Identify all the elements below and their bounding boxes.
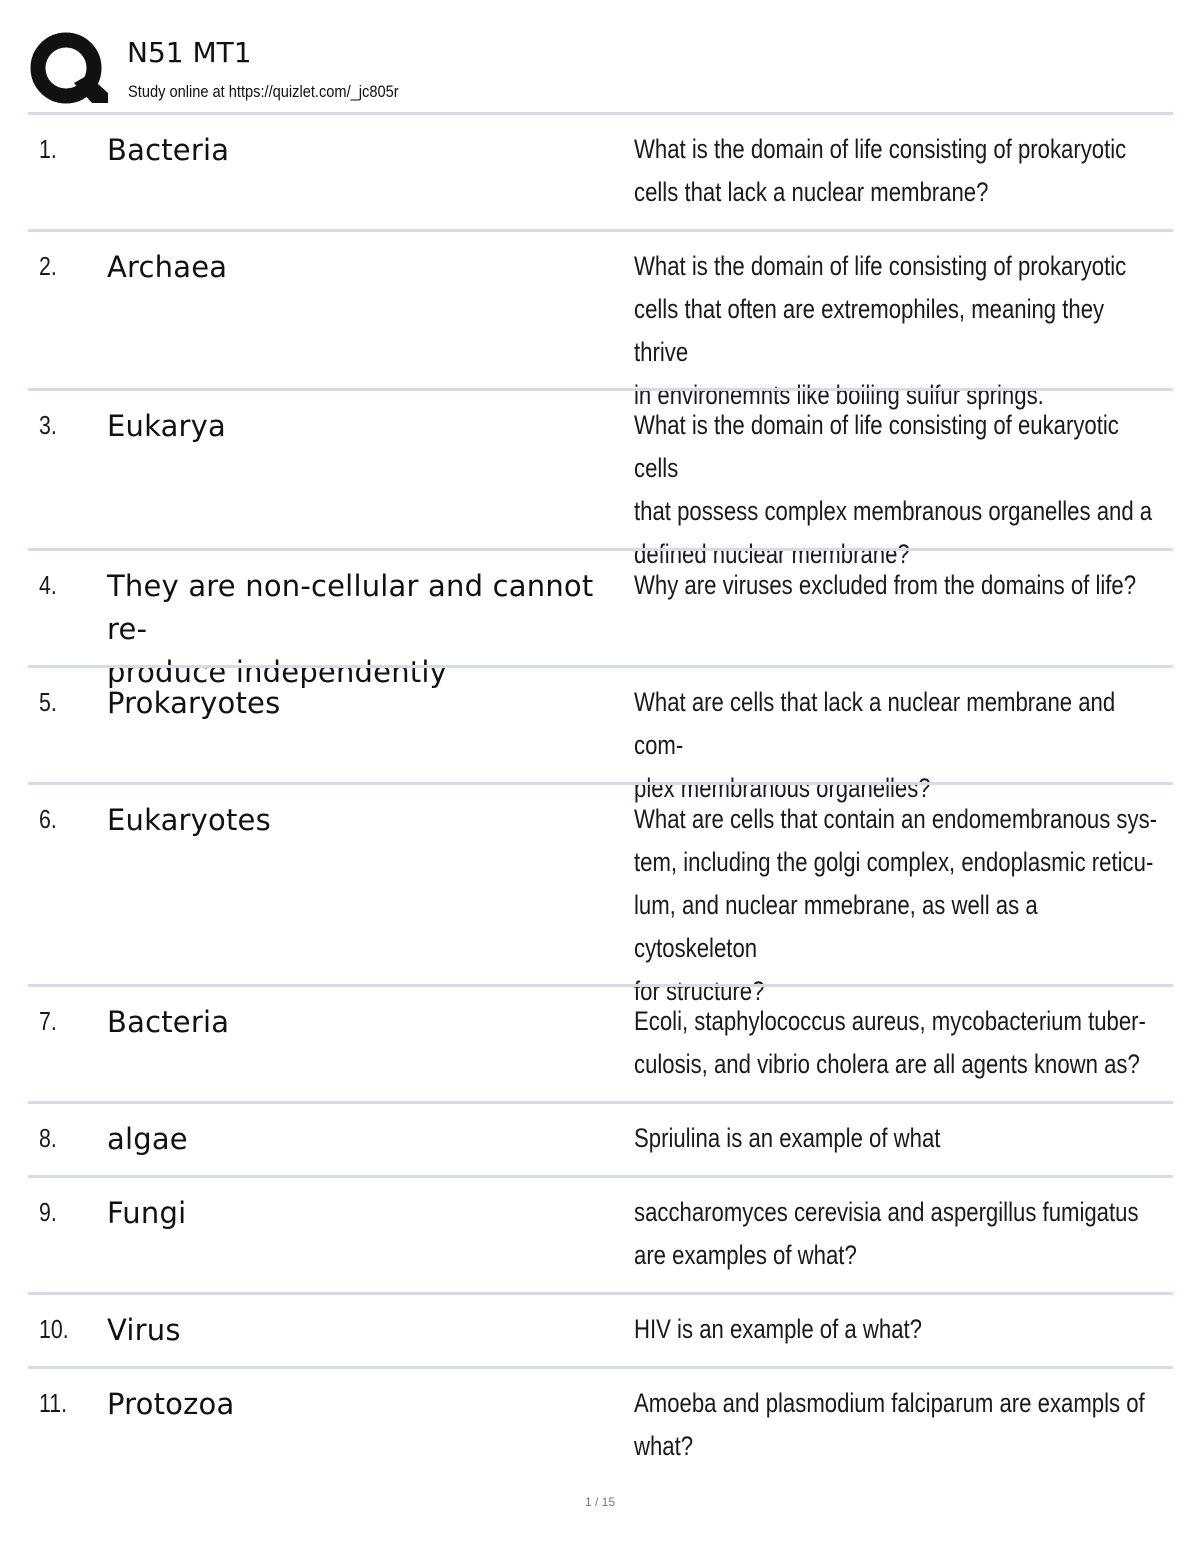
card-definition: What is the domain of life consisting of eukaryotic cells that possess complex membranous organelles and a defined nuclear membrane? (634, 410, 1153, 569)
flashcard-row (28, 665, 1173, 803)
card-definition: What is the domain of life consisting of prokaryotic cells that lack a nuclear membrane? (634, 134, 1127, 207)
card-term: Virus (107, 1313, 181, 1347)
card-definition: HIV is an example of a what? (634, 1314, 922, 1344)
flashcard-row (28, 388, 1173, 569)
card-term: Prokaryotes (107, 686, 281, 720)
card-term: algae (107, 1122, 188, 1156)
flashcard-row (28, 1101, 1173, 1175)
card-term: Archaea (107, 250, 228, 284)
card-number: 3. (39, 410, 57, 440)
card-definition: What are cells that lack a nuclear membrane and com- plex membranous organelles? (634, 687, 1116, 803)
flashcard-row (28, 112, 1173, 229)
flashcard-row (28, 1175, 1173, 1292)
page-header (30, 28, 1172, 112)
card-number: 1. (39, 134, 57, 164)
card-number: 6. (39, 804, 57, 834)
card-definition: What are cells that contain an endomembranous sys- tem, including the golgi complex, endoplasmic reticu- lum, and nuclear mmebrane, as well as a cytoskeleton for structure? (634, 804, 1158, 1006)
card-definition: Why are viruses excluded from the domains of life? (634, 570, 1137, 600)
quizlet-logo-icon (30, 31, 108, 109)
card-term: Bacteria (107, 133, 230, 167)
card-term: Eukarya (107, 409, 227, 443)
flashcard-list (28, 112, 1173, 1483)
page-indicator: 1 / 15 (584, 1495, 616, 1509)
card-term: Bacteria (107, 1005, 230, 1039)
flashcard-row (28, 229, 1173, 410)
card-term: They are non-cellular and cannot re- produce independently (107, 569, 594, 689)
card-number: 10. (39, 1314, 69, 1344)
flashcard-row (28, 1366, 1173, 1483)
deck-title: N51 MT1 (127, 36, 252, 69)
flashcard-row (28, 548, 1173, 689)
flashcard-row (28, 782, 1173, 1006)
card-definition: saccharomyces cerevisia and aspergillus fumigatus are examples of what? (634, 1197, 1139, 1270)
card-number: 5. (39, 687, 57, 717)
card-number: 4. (39, 570, 57, 600)
card-definition: Spriulina is an example of what (634, 1123, 941, 1153)
card-definition: What is the domain of life consisting of prokaryotic cells that often are extremophiles, meaning they thrive in environemnts like boiling sulfur springs. (634, 251, 1127, 410)
flashcard-row (28, 1292, 1173, 1366)
study-online-link[interactable]: Study online at https://quizlet.com/_jc805r (128, 82, 399, 101)
card-number: 8. (39, 1123, 57, 1153)
card-term: Eukaryotes (107, 803, 271, 837)
card-term: Protozoa (107, 1387, 235, 1421)
card-number: 9. (39, 1197, 57, 1227)
card-definition: Ecoli, staphylococcus aureus, mycobacterium tuber- culosis, and vibrio cholera are all agents known as? (634, 1006, 1146, 1079)
card-term: Fungi (107, 1196, 187, 1230)
card-number: 2. (39, 251, 57, 281)
card-number: 11. (39, 1388, 68, 1418)
card-number: 7. (39, 1006, 57, 1036)
card-definition: Amoeba and plasmodium falciparum are exampls of what? (634, 1388, 1145, 1461)
flashcard-row (28, 984, 1173, 1101)
